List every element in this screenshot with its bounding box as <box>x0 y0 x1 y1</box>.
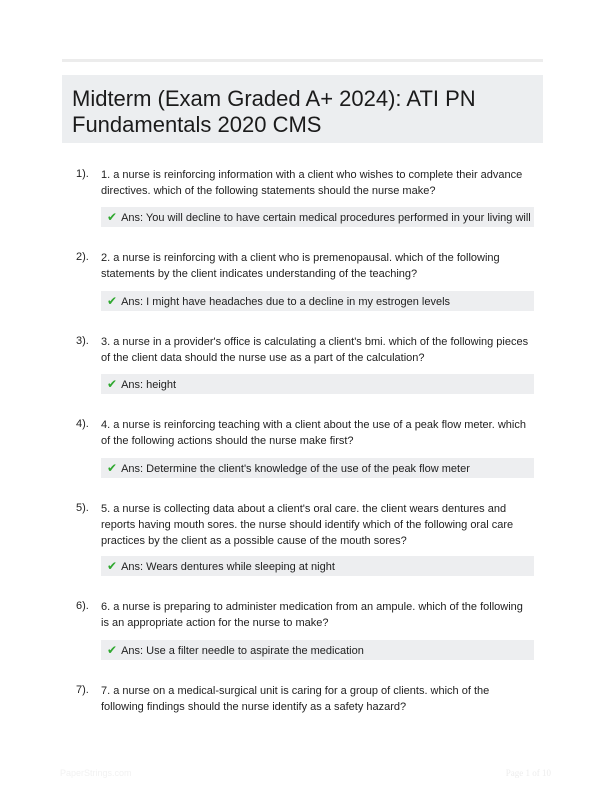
question-text: 6. a nurse is preparing to administer medication from an ampule. which of the following is an appropriate action for the nurse to make? <box>101 601 523 629</box>
answer-text: Ans: You will decline to have certain medical procedures performed in your living will <box>121 212 531 224</box>
checkmark-icon: ✔ <box>107 643 118 657</box>
question-number: 7). <box>76 684 89 696</box>
checkmark-icon: ✔ <box>107 559 118 573</box>
answer-box <box>101 291 534 311</box>
top-divider <box>62 59 543 62</box>
answer-box <box>101 207 534 227</box>
question-text: 5. a nurse is collecting data about a client's oral care. the client wears dentures and reports having mouth sores. the nurse should identify which of the following oral care practices by the client as a possible cause of the mouth sores? <box>101 503 514 547</box>
checkmark-icon: ✔ <box>107 210 118 224</box>
question-number: 3). <box>76 335 89 347</box>
answer-text: Ans: height <box>121 379 177 391</box>
question-text: 1. a nurse is reinforcing information with a client who wishes to complete their advance directives. which of the following statements should the nurse make? <box>101 169 523 197</box>
page-number: Page 1 of 10 <box>505 768 551 778</box>
question-number: 2). <box>76 251 89 263</box>
title-banner <box>62 75 543 143</box>
answer-box <box>101 640 534 660</box>
question-text: 4. a nurse is reinforcing teaching with a client about the use of a peak flow meter. which of the following actions should the nurse make first? <box>101 419 526 447</box>
question-text: 3. a nurse in a provider's office is calculating a client's bmi. which of the following pieces of the client data should the nurse use as a part of the calculation? <box>101 336 529 364</box>
checkmark-icon: ✔ <box>107 377 118 391</box>
answer-text: Ans: Determine the client's knowledge of the use of the peak flow meter <box>121 463 470 475</box>
question-number: 6). <box>76 600 89 612</box>
document-title: Midterm (Exam Graded A+ 2024): ATI PN Fundamentals 2020 CMS <box>72 86 476 137</box>
answer-box <box>101 556 534 576</box>
question-number: 1). <box>76 168 89 180</box>
question-text: 2. a nurse is reinforcing with a client who is premenopausal. which of the following statements by the client indicates understanding of the teaching? <box>101 252 500 280</box>
footer-watermark: PaperStrings.com <box>60 768 132 778</box>
question-text: 7. a nurse on a medical-surgical unit is caring for a group of clients. which of the following findings should the nurse identify as a safety hazard? <box>101 685 490 713</box>
answer-box <box>101 458 534 478</box>
answer-text: Ans: I might have headaches due to a decline in my estrogen levels <box>121 296 451 308</box>
checkmark-icon: ✔ <box>107 294 118 308</box>
checkmark-icon: ✔ <box>107 461 118 475</box>
question-number: 4). <box>76 418 89 430</box>
question-number: 5). <box>76 502 89 514</box>
answer-text: Ans: Wears dentures while sleeping at night <box>121 561 335 573</box>
answer-box <box>101 374 534 394</box>
answer-text: Ans: Use a filter needle to aspirate the medication <box>121 645 364 657</box>
